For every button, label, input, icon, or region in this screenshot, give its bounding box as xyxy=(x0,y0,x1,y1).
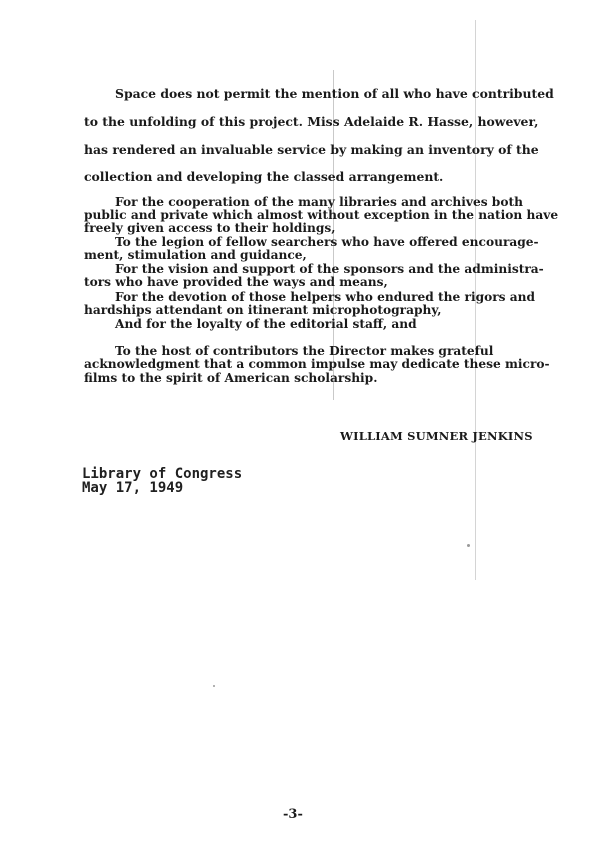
page-number: -3- xyxy=(283,807,303,822)
closing-line: acknowledgment that a common impulse may dedicate these micro- xyxy=(84,357,550,371)
acknowledgment-line: tors who have provided the ways and means, xyxy=(84,275,388,289)
acknowledgment-line: freely given access to their holdings, xyxy=(84,221,336,235)
place: Library of Congress xyxy=(82,466,243,482)
acknowledgment-line: To the legion of fellow searchers who have offered encourage- xyxy=(115,235,539,249)
acknowledgment-line: For the vision and support of the sponsors and the administra- xyxy=(115,262,544,276)
acknowledgment-line: hardships attendant on itinerant microphotography, xyxy=(84,303,442,317)
acknowledgment-line: For the devotion of those helpers who endured the rigors and xyxy=(115,290,536,304)
intro-line: has rendered an invaluable service by making an inventory of the xyxy=(84,142,539,157)
date: May 17, 1949 xyxy=(82,480,184,496)
intro-line: to the unfolding of this project. Miss Adelaide R. Hasse, however, xyxy=(84,114,539,129)
acknowledgment-line: For the cooperation of the many libraries and archives both xyxy=(115,195,523,209)
intro-line: Space does not permit the mention of all who have contributed xyxy=(115,86,554,101)
closing-line: films to the spirit of American scholarship. xyxy=(84,371,378,385)
scan-speck xyxy=(213,685,215,687)
acknowledgment-line: ment, stimulation and guidance, xyxy=(84,248,307,262)
scan-speck xyxy=(467,544,470,547)
acknowledgment-line: And for the loyalty of the editorial staff, and xyxy=(115,317,417,331)
signature: WILLIAM SUMNER JENKINS xyxy=(340,429,533,443)
closing-line: To the host of contributors the Director makes grateful xyxy=(115,344,494,358)
intro-line: collection and developing the classed arrangement. xyxy=(84,169,444,184)
acknowledgment-line: public and private which almost without exception in the nation have xyxy=(84,208,559,222)
